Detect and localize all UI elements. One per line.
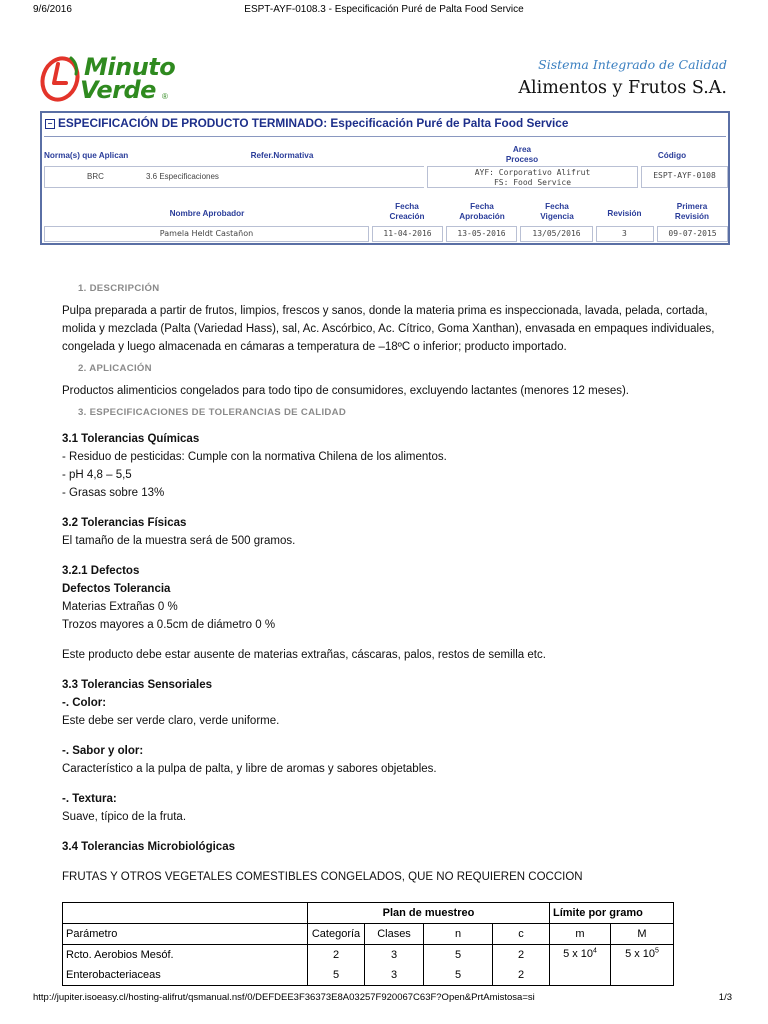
value-fecha-vigencia: 13/05/2016 xyxy=(520,226,593,242)
logo-word-verde: Verde xyxy=(80,76,156,104)
print-header xyxy=(0,0,768,24)
value-refer: 3.6 Especificaciones xyxy=(146,172,219,181)
clases-cell: 3 xyxy=(365,945,424,966)
label-primera-revision-l1: Primera xyxy=(676,202,708,211)
color-heading: -. Color: xyxy=(62,697,107,709)
param-cell: Rcto. Aerobios Mesóf. xyxy=(63,945,308,966)
label-primera-revision-l2: Revisión xyxy=(674,212,710,221)
system-title: Sistema Integrado de Calidad xyxy=(538,57,727,72)
defectos-line-2: Trozos mayores a 0.5cm de diámetro 0 % xyxy=(62,619,276,631)
clases-cell: 3 xyxy=(365,965,424,986)
label-fecha-creacion xyxy=(372,202,442,222)
print-date: 9/6/2016 xyxy=(33,4,72,15)
value-norma: BRC xyxy=(87,172,104,181)
heading-tolerancias-fisicas: 3.2 Tolerancias Físicas xyxy=(62,517,187,529)
categoria-header: Categoría xyxy=(308,924,365,945)
minuto-verde-logo xyxy=(38,50,188,108)
collapse-toggle-icon[interactable]: − xyxy=(45,119,55,129)
defectos-line-1: Materias Extrañas 0 % xyxy=(62,601,178,613)
label-fecha-vigencia xyxy=(522,202,592,222)
M-value-exp: 5 xyxy=(655,947,659,955)
label-fecha-creacion-l1: Fecha xyxy=(395,202,419,211)
label-fecha-vigencia-l1: Fecha xyxy=(545,202,569,211)
print-footer xyxy=(0,988,768,1008)
m-value-cell xyxy=(550,945,611,986)
m-value-exp: 4 xyxy=(593,947,597,955)
M-value-base: 5 x 10 xyxy=(625,948,656,960)
label-fecha-aprobacion-l1: Fecha xyxy=(470,202,494,211)
label-codigo: Código xyxy=(657,151,687,160)
label-fecha-creacion-l2: Creación xyxy=(389,212,425,221)
label-area xyxy=(462,145,582,165)
print-title: ESPT-AYF-0108.3 - Especificación Puré de Palta Food Service xyxy=(244,4,524,15)
print-url: http://jupiter.isoeasy.cl/hosting-alifrut/qsmanual.nsf/0/DEFDEE3F36373E8A03257F920067C63F?Open&PrtAmistosa=si xyxy=(33,992,535,1003)
heading-tolerancias-sensoriales: 3.3 Tolerancias Sensoriales xyxy=(62,679,213,691)
area-value-cell xyxy=(427,166,638,188)
textura-text: Suave, típico de la fruta. xyxy=(62,811,187,823)
table-row xyxy=(63,924,674,945)
label-refer: Refer.Normativa xyxy=(250,151,314,160)
table-row xyxy=(63,945,674,966)
fisicas-text: El tamaño de la muestra será de 500 gramos. xyxy=(62,535,296,547)
document-body xyxy=(62,280,722,886)
value-primera-revision: 09-07-2015 xyxy=(657,226,728,242)
section-heading-descripcion: 1. DESCRIPCIÓN xyxy=(78,283,160,294)
defectos-text: Este producto debe estar ausente de materias extrañas, cáscaras, palos, restos de semilla etc. xyxy=(62,649,546,661)
heading-tolerancias-microbiologicas: 3.4 Tolerancias Microbiológicas xyxy=(62,841,235,853)
descripcion-text: Pulpa preparada a partir de frutos, limpios, frescos y sanos, donde la materia prima es inspeccionada, lavada, pelada, cortada, molida y mezclada (Palta (Variedad Hass), sal, Ac. Ascórbico, Ac. Cítrico, Goma Xanthan), envasada en empaques individuales, congelada y luego almacenada en cámaras a temperatura de –18ºC o inferior; producto importado. xyxy=(62,305,715,353)
label-fecha-aprobacion-l2: Aprobación xyxy=(459,212,505,221)
c-cell: 2 xyxy=(493,945,550,966)
clases-header: Clases xyxy=(365,924,424,945)
sabor-heading: -. Sabor y olor: xyxy=(62,745,144,757)
registered-mark: ® xyxy=(162,92,168,101)
plan-muestreo-header: Plan de muestreo xyxy=(308,903,550,924)
heading-defectos: 3.2.1 Defectos xyxy=(62,565,140,577)
cat-cell: 5 xyxy=(308,965,365,986)
spec-title xyxy=(45,116,568,130)
value-aprobador: Pamela Heldt Castañon xyxy=(44,226,369,242)
label-aprobador: Nombre Aprobador xyxy=(169,209,245,218)
sabor-text: Característico a la pulpa de palta, y libre de aromas y sabores objetables. xyxy=(62,763,437,775)
spec-divider xyxy=(44,136,726,137)
section-heading-aplicacion: 2. APLICACIÓN xyxy=(78,363,152,374)
M-value-cell xyxy=(611,945,674,986)
value-fecha-aprobacion: 13-05-2016 xyxy=(446,226,517,242)
logo-word-minuto: Minuto xyxy=(84,53,176,81)
c-cell: 2 xyxy=(493,965,550,986)
section-heading-especificaciones: 3. ESPECIFICACIONES DE TOLERANCIAS DE CALIDAD xyxy=(78,407,347,418)
quimicas-line-2: - pH 4,8 – 5,5 xyxy=(62,469,132,481)
label-normas: Norma(s) que Aplican xyxy=(44,151,129,160)
M-header: M xyxy=(611,924,674,945)
parametro-header: Parámetro xyxy=(63,924,308,945)
label-fecha-aprobacion xyxy=(447,202,517,222)
company-name: Alimentos y Frutos S.A. xyxy=(518,78,727,98)
textura-heading: -. Textura: xyxy=(62,793,117,805)
value-revision: 3 xyxy=(596,226,654,242)
quimicas-line-3: - Grasas sobre 13% xyxy=(62,487,165,499)
aplicacion-text: Productos alimenticios congelados para todo tipo de consumidores, excluyendo lactantes (menores 12 meses). xyxy=(62,385,630,397)
label-revision: Revisión xyxy=(607,209,642,218)
table-cell xyxy=(63,903,308,924)
page-number: 1/3 xyxy=(718,992,732,1003)
m-header: m xyxy=(550,924,611,945)
label-primera-revision xyxy=(657,202,727,222)
limite-gramo-header: Límite por gramo xyxy=(550,903,674,924)
defectos-subheading: Defectos Tolerancia xyxy=(62,583,171,595)
micro-table xyxy=(62,902,674,986)
spec-box xyxy=(40,111,730,245)
cat-cell: 2 xyxy=(308,945,365,966)
label-area-line2: Proceso xyxy=(505,155,539,164)
n-cell: 5 xyxy=(424,945,493,966)
spec-title-text: ESPECIFICACIÓN DE PRODUCTO TERMINADO: Especificación Puré de Palta Food Service xyxy=(58,116,569,130)
value-area-line2: FS: Food Service xyxy=(493,178,572,187)
n-cell: 5 xyxy=(424,965,493,986)
n-header: n xyxy=(424,924,493,945)
heading-tolerancias-quimicas: 3.1 Tolerancias Químicas xyxy=(62,433,200,445)
value-codigo: ESPT-AYF-0108 xyxy=(641,166,728,188)
value-area-line1: AYF: Corporativo Alifrut xyxy=(474,168,591,177)
color-text: Este debe ser verde claro, verde uniforme. xyxy=(62,715,280,727)
label-fecha-vigencia-l2: Vigencia xyxy=(540,212,574,221)
m-value-base: 5 x 10 xyxy=(563,948,594,960)
quimicas-line-1: - Residuo de pesticidas: Cumple con la normativa Chilena de los alimentos. xyxy=(62,451,447,463)
label-area-line1: Area xyxy=(512,145,532,154)
c-header: c xyxy=(493,924,550,945)
table-row xyxy=(63,903,674,924)
value-fecha-creacion: 11-04-2016 xyxy=(372,226,443,242)
micro-subheading: FRUTAS Y OTROS VEGETALES COMESTIBLES CONGELADOS, QUE NO REQUIEREN COCCION xyxy=(62,871,583,883)
param-cell: Enterobacteriaceas xyxy=(63,965,308,986)
